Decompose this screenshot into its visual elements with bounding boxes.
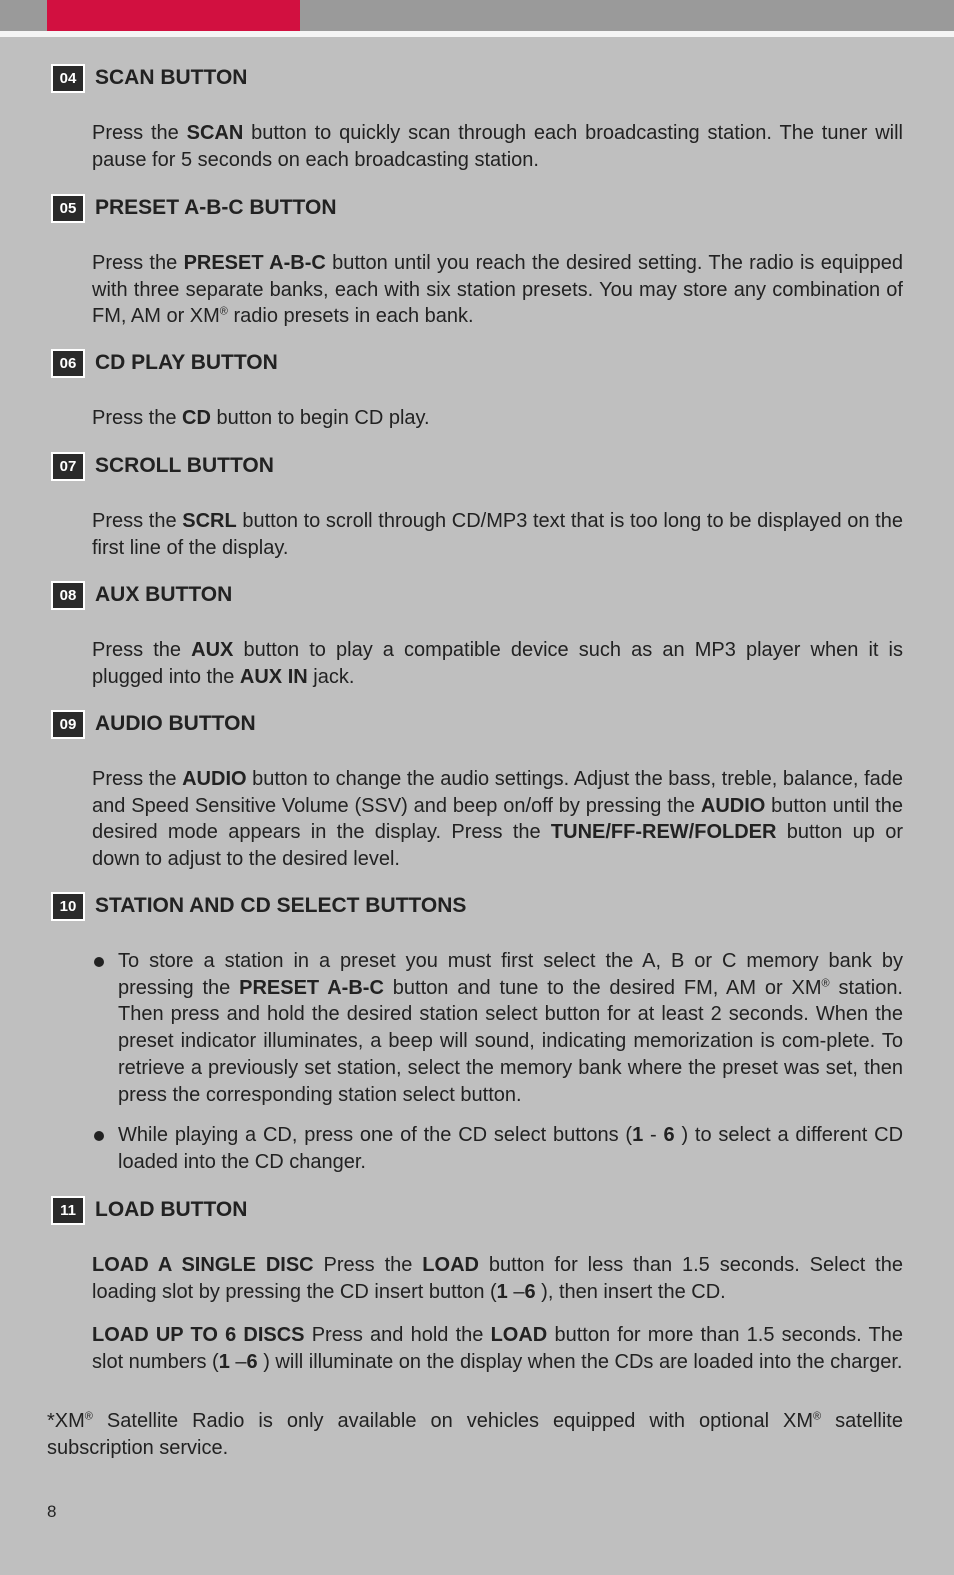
- section-title: CD PLAY BUTTON: [95, 351, 278, 374]
- section-number-badge: 05: [51, 194, 85, 223]
- page-number: 8: [47, 1502, 57, 1521]
- section-number-badge: 06: [51, 349, 85, 378]
- footnote: *XM® Satellite Radio is only available on vehicles equipped with optional XM® satellite subscription service.: [47, 1410, 903, 1459]
- section-title: STATION AND CD SELECT BUTTONS: [95, 894, 467, 917]
- section-number-badge: 11: [51, 1196, 85, 1225]
- section-number-badge: 04: [51, 64, 85, 93]
- bullet-text: While playing a CD, press one of the CD select buttons (1 - 6 ) to select a different CD loaded into the CD changer.: [118, 1124, 904, 1173]
- section-title: LOAD BUTTON: [95, 1198, 248, 1221]
- section-body: Press the PRESET A-B-C button until you reach the desired setting. The radio is equipped with three separate banks, each with six station presets. You may store any combination of FM, AM or XM® radio presets in each bank.: [92, 252, 904, 328]
- section-title: AUDIO BUTTON: [95, 712, 256, 735]
- section-body: Press the AUDIO button to change the audio settings. Adjust the bass, treble, balance, fade and Speed Sensitive Volume (SSV) and beep on/off by pressing the AUDIO button until the desired mode appears in the display. Press the TUNE/FF-REW/FOLDER button up or down to adjust to the desired level.: [92, 768, 903, 871]
- section-body: Press the SCAN button to quickly scan through each broadcasting station. The tuner will pause for 5 seconds on each broadcasting station.: [92, 122, 904, 171]
- section-number-badge: 07: [51, 452, 85, 481]
- section-number-badge: 10: [51, 892, 85, 921]
- header-divider: [0, 31, 954, 37]
- section-body: LOAD A SINGLE DISC Press the LOAD button for less than 1.5 seconds. Select the loading slot by pressing the CD insert button (1 –6 ), then insert the CD.: [92, 1254, 903, 1303]
- section-body: LOAD UP TO 6 DISCS Press and hold the LOAD button for more than 1.5 seconds. The slot numbers (1 –6 ) will illuminate on the display when the CDs are loaded into the charger.: [92, 1324, 904, 1373]
- section-title: PRESET A-B-C BUTTON: [95, 196, 337, 219]
- section-number-badge: 08: [51, 581, 85, 610]
- section-body: Press the CD button to begin CD play.: [92, 407, 430, 429]
- section-title: SCAN BUTTON: [95, 66, 248, 89]
- section-title: AUX BUTTON: [95, 583, 233, 606]
- section-number-badge: 09: [51, 710, 85, 739]
- section-title: SCROLL BUTTON: [95, 454, 274, 477]
- bullet-text: To store a station in a preset you must first select the A, B or C memory bank by pressing the PRESET A-B-C button and tune to the desired FM, AM or XM® station. Then press and hold the desired station select button for at least 2 seconds. When the preset indicator illuminates, a beep will sound, indicating memorization is com-plete. To retrieve a previously set station, select the memory bank where the preset was set, then press the corresponding station select button.: [118, 950, 903, 1106]
- top-header-bar: [0, 0, 954, 31]
- header-accent-block: [47, 0, 300, 31]
- section-body: Press the AUX button to play a compatible device such as an MP3 player when it is plugged into the AUX IN jack.: [92, 639, 904, 688]
- section-body: Press the SCRL button to scroll through CD/MP3 text that is too long to be displayed on the first line of the display.: [92, 510, 903, 559]
- bullet-icon: [94, 957, 104, 967]
- bullet-icon: [94, 1131, 104, 1141]
